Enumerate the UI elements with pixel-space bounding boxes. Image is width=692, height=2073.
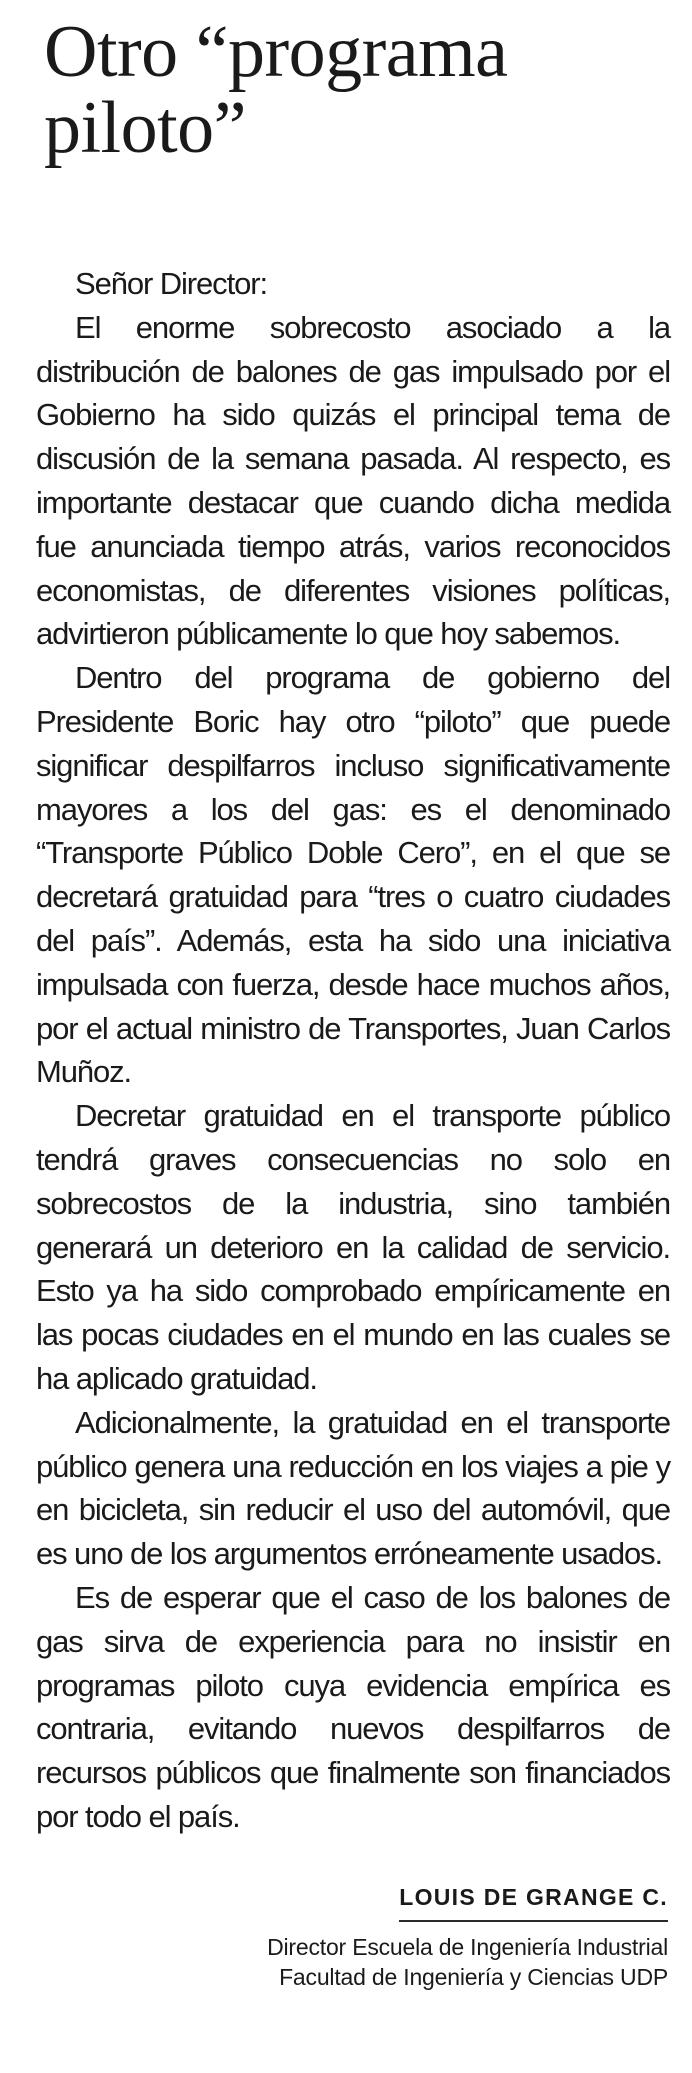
letter-body [36,262,670,1839]
paragraph-4: Adicionalmente, la gratuidad en el transporte público genera una reducción en los viajes a pie y en bicicleta, sin reducir el uso del automóvil, que es uno de los argumentos erróneamente usados. [36,1404,670,1572]
salutation: Señor Director: [75,266,267,301]
paragraph-5: Es de esperar que el caso de los balones de gas sirva de experiencia para no insistir en programas piloto cuya evidencia empírica es contraria, evitando nuevos despilfarros de recursos públicos que finalmente son financiados por todo el país. [36,1579,670,1834]
signature-block [267,1880,668,1992]
paragraph-1: El enorme sobrecosto asociado a la distribución de balones de gas impulsado por el Gobierno ha sido quizás el principal tema de discusión de la semana pasada. Al respecto, es importante destacar que cuando dicha medida fue anunciada tiempo atrás, varios reconocidos economistas, de diferentes visiones políticas, advirtieron públicamente lo que hoy sabemos. [36,309,670,652]
author-role-line-1: Director Escuela de Ingeniería Industrial [267,1934,668,1960]
paragraph-2: Dentro del programa de gobierno del Presidente Boric hay otro “piloto” que puede significar despilfarros incluso significativamente mayores a los del gas: es el denominado “Transporte Público Doble Cero”, en el que se decretará gratuidad para “tres o cuatro ciudades del país”. Además, esta ha sido una iniciativa impulsada con fuerza, desde hace muchos años, por el actual ministro de Transportes, Juan Carlos Muñoz. [36,660,670,1090]
paragraph-3: Decretar gratuidad en el transporte público tendrá graves consecuencias no solo en sobrecostos de la industria, sino también generará un deterioro en la calidad de servicio. Esto ya ha sido comprobado empíricamente en las pocas ciudades en el mundo en las cuales se ha aplicado gratuidad. [36,1098,670,1396]
author-name: LOUIS DE GRANGE C. [399,1880,668,1922]
headline-line-1: Otro “programa [44,11,508,93]
headline-line-2: piloto” [44,87,247,169]
author-role [267,1932,668,1992]
author-role-line-2: Facultad de Ingeniería y Ciencias UDP [279,1964,668,1990]
headline [44,11,604,169]
